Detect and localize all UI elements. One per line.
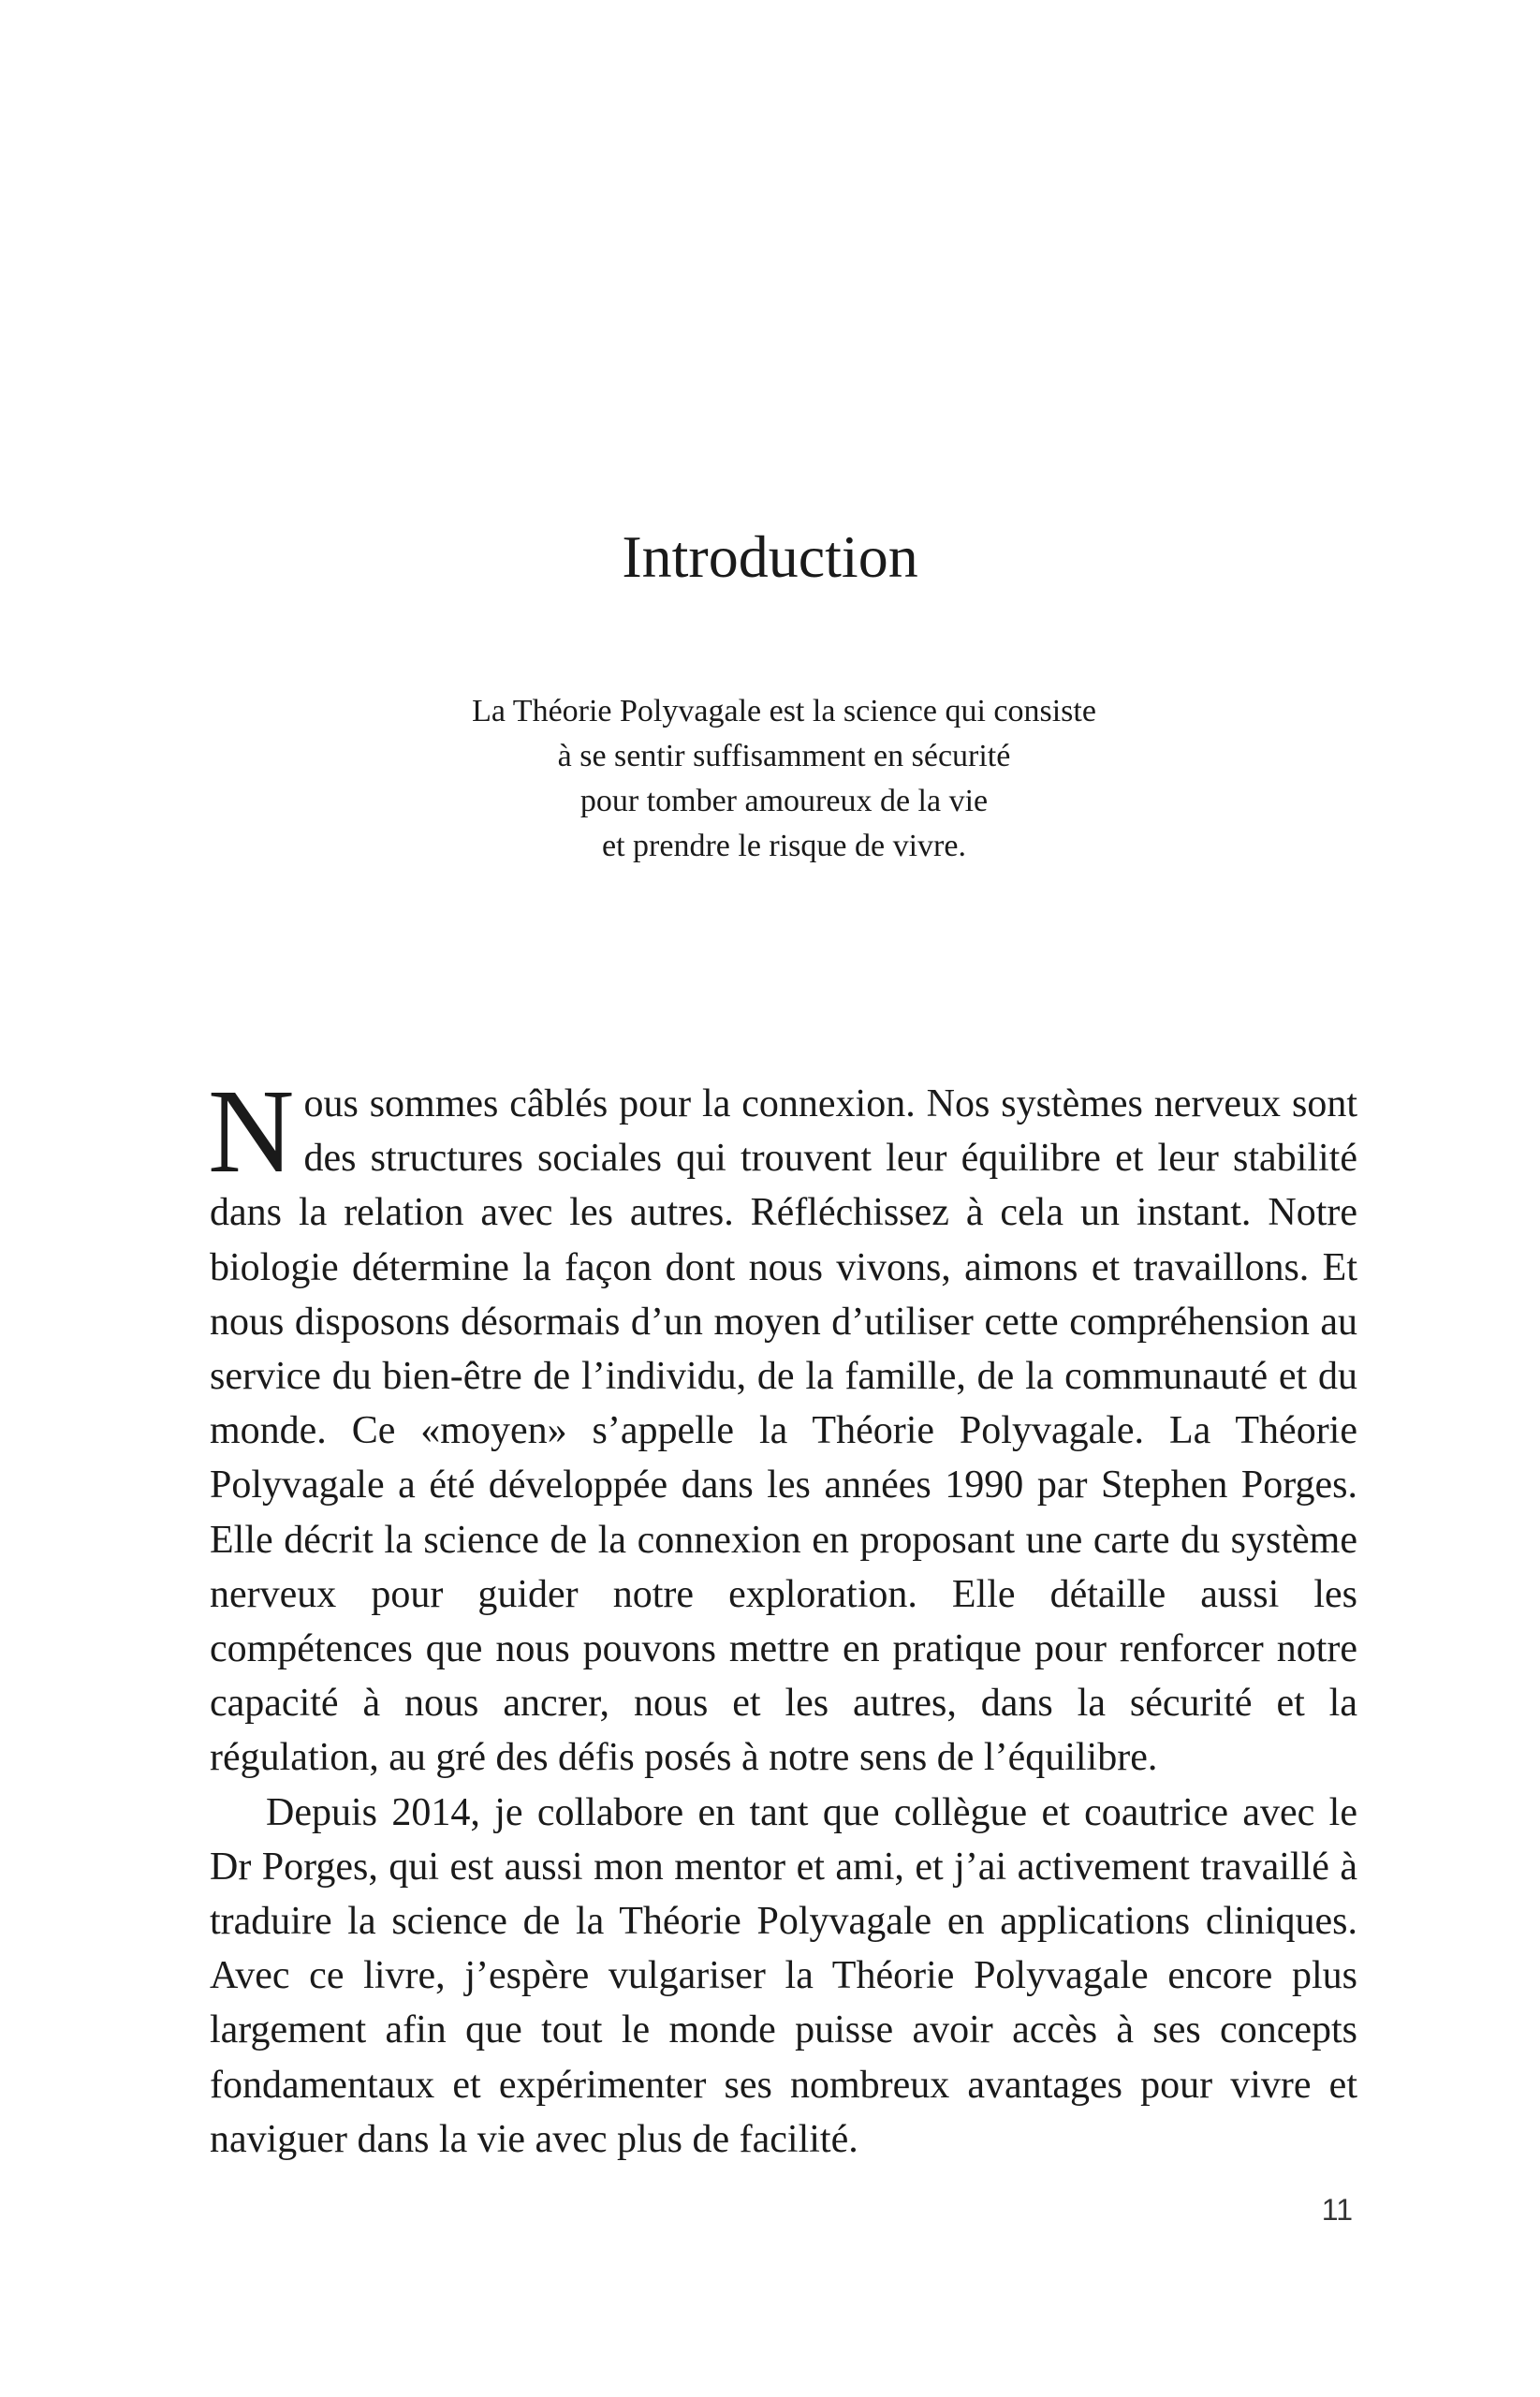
paragraph-2: Depuis 2014, je collabore en tant que collègue et coautrice avec le Dr Porges, qui est aussi mon mentor et ami, et j’ai activement travaillé à traduire la science de la Théorie Polyvagale en applications cliniques. Avec ce livre, j’espère vulgariser la Théorie Polyvagale encore plus largement afin que tout le monde puisse avoir accès à ses concepts fondamentaux et expérimenter ses nombreux avantages pour vivre et naviguer dans la vie avec plus de facilité. [210, 1790, 1357, 2161]
paragraph-1 [208, 1065, 1357, 1786]
epigraph-line: La Théorie Polyvagale est la science qui consiste [472, 694, 1096, 728]
epigraph-line: pour tomber amoureux de la vie [579, 784, 989, 818]
epigraph [318, 689, 1250, 869]
epigraph-line: et prendre le risque de vivre. [602, 829, 966, 863]
paragraph-1-text: ous sommes câblés pour la connexion. Nos systèmes nerveux sont des structures sociales qui trouvent leur équilibre et leur stabilité dans la relation avec les autres. Réfléchissez à cela un instant. Notre biologie détermine la façon dont nous vivons, aimons et travaillons. Et nous disposons désormais d’un moyen d’utiliser cette compréhension au service du bien-être de l’individu, de la famille, de la communauté et du monde. Ce «moyen» s’appelle la Théorie Polyvagale. La Théorie Polyvagale a été développée dans les années 1990 par Stephen Porges. Elle décrit la science de la connexion en proposant une carte du système nerveux pour guider notre exploration. Elle détaille aussi les compétences que nous pouvons mettre en pratique pour renforcer notre capacité à nous ancrer, nous et les autres, dans la sécurité et la régulation, au gré des défis posés à notre sens de l’équilibre. [210, 1082, 1357, 1780]
drop-cap: N [208, 1065, 295, 1198]
body-text [208, 1065, 1357, 2167]
page-number: 11 [1321, 2193, 1353, 2227]
epigraph-line: à se sentir suffisamment en sécurité [557, 739, 1011, 773]
chapter-title: Introduction [622, 523, 918, 590]
